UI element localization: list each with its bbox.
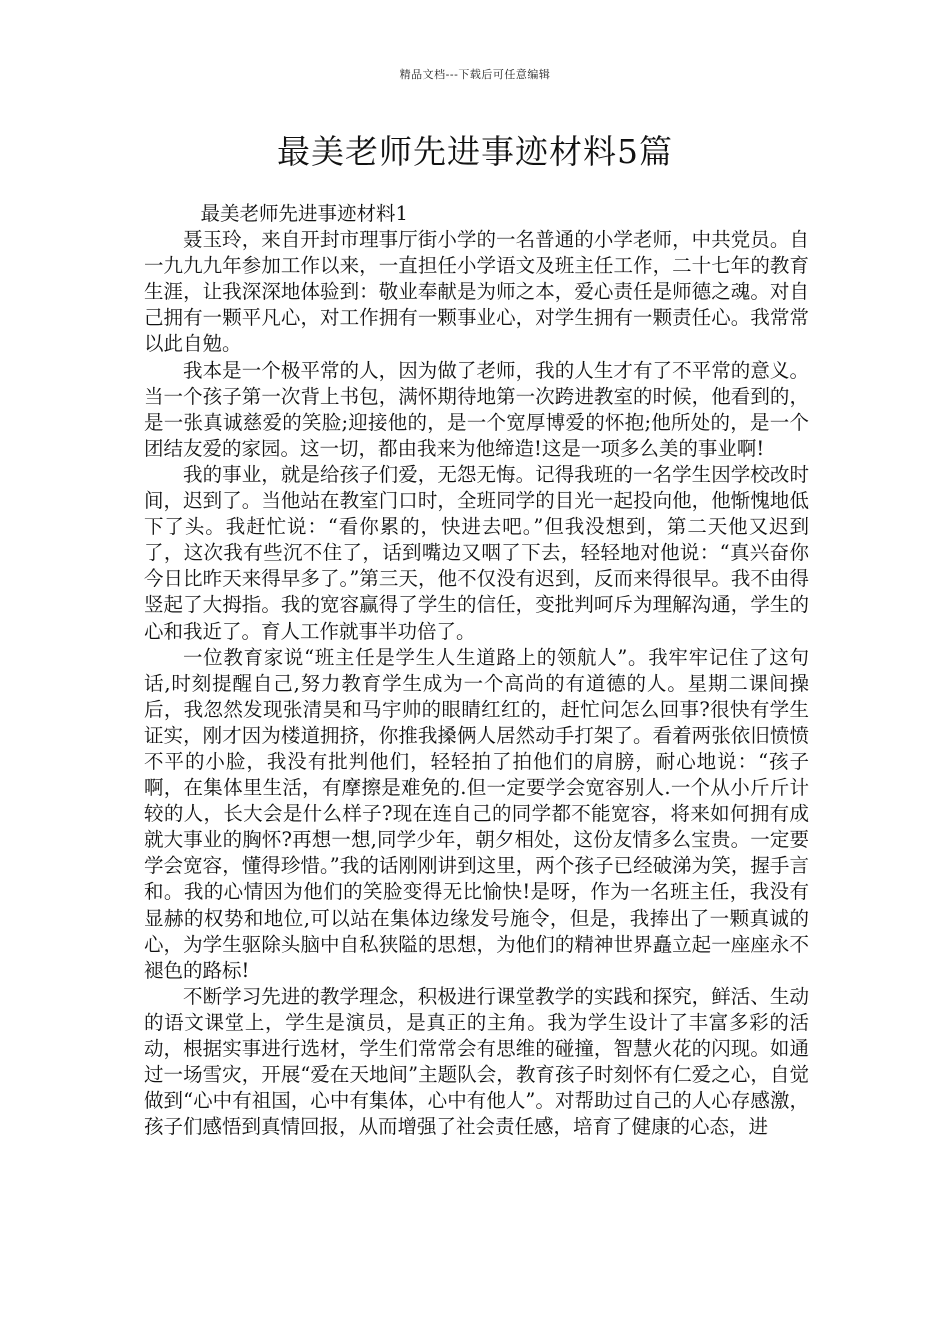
paragraph: 一位教育家说“班主任是学生人生道路上的领航人”。我牢牢记住了这句话,时刻提醒自己,努力教育学生成为一个高尚的有道德的人。星期二课间操后，我忽然发现张清昊和马宇帅的眼睛红红的，赶忙问怎么回事?很快有学生证实，刚才因为楼道拥挤，你推我搡俩人居然动手打架了。看着两张依旧愤愤不平的小脸，我没有批判他们，轻轻拍了拍他们的肩膀，耐心地说：“孩子啊，在集体里生活，有摩擦是难免的.但一定要学会宽容别人.一个从小斤斤计较的人，长大会是什么样子?现在连自己的同学都不能宽容，将来如何拥有成就大事业的胸怀?再想一想,同学少年，朝夕相处，这份友情多么宝贵。一定要学会宽容，懂得珍惜。”我的话刚刚讲到这里，两个孩子已经破涕为笑，握手言和。我的心情因为他们的笑脸变得无比愉快!是呀，作为一名班主任，我没有显赫的权势和地位,可以站在集体边缘发号施令，但是，我捧出了一颗真诚的心，为学生驱除头脑中自私狭隘的思想，为他们的精神世界矗立起一座座永不褪色的路标! (144, 645, 809, 982)
paragraph: 聂玉玲，来自开封市理事厅街小学的一名普通的小学老师，中共党员。自一九九九年参加工作以来，一直担任小学语文及班主任工作，二十七年的教育生涯，让我深深地体验到：敬业奉献是为师之本，爱心责任是师德之魂。对自己拥有一颗平凡心，对工作拥有一颗事业心，对学生拥有一颗责任心。我常常以此自勉。 (144, 228, 809, 356)
paragraph: 我本是一个极平常的人，因为做了老师，我的人生才有了不平常的意义。当一个孩子第一次背上书包，满怀期待地第一次跨进教室的时候，他看到的，是一张真诚慈爱的笑脸;迎接他的，是一个宽厚博爱的怀抱;他所处的，是一个团结友爱的家园。这一切，都由我来为他缔造!这是一项多么美的事业啊! (144, 358, 809, 460)
document-body (144, 201, 809, 1140)
header-note: 精品文档---下载后可任意编辑 (399, 68, 551, 81)
section-subheading: 最美老师先进事迹材料1 (200, 202, 408, 225)
paragraph: 不断学习先进的教学理念，积极进行课堂教学的实践和探究，鲜活、生动的语文课堂上，学生是演员，是真正的主角。我为学生设计了丰富多彩的活动，根据实事进行选材，学生们常常会有思维的碰撞，智慧火花的闪现。如通过一场雪灾，开展“爱在天地间”主题队会，教育孩子时刻怀有仁爱之心，自觉做到“心中有祖国，心中有集体，心中有他人”。对帮助过自己的人心存感激，孩子们感悟到真情回报，从而增强了社会责任感，培育了健康的心态，进 (144, 984, 809, 1139)
paragraph: 我的事业，就是给孩子们爱，无怨无悔。记得我班的一名学生因学校改时间，迟到了。当他站在教室门口时，全班同学的目光一起投向他，他惭愧地低下了头。我赶忙说：“看你累的，快进去吧。”但我没想到，第二天他又迟到了，这次我有些沉不住了，话到嘴边又咽了下去，轻轻地对他说：“真兴奋你今日比昨天来得早多了。”第三天，他不仅没有迟到，反而来得很早。我不由得竖起了大拇指。我的宽容赢得了学生的信任，变批判呵斥为理解沟通，学生的心和我近了。育人工作就事半功倍了。 (144, 462, 809, 643)
document-title: 最美老师先进事迹材料5篇 (277, 132, 673, 171)
